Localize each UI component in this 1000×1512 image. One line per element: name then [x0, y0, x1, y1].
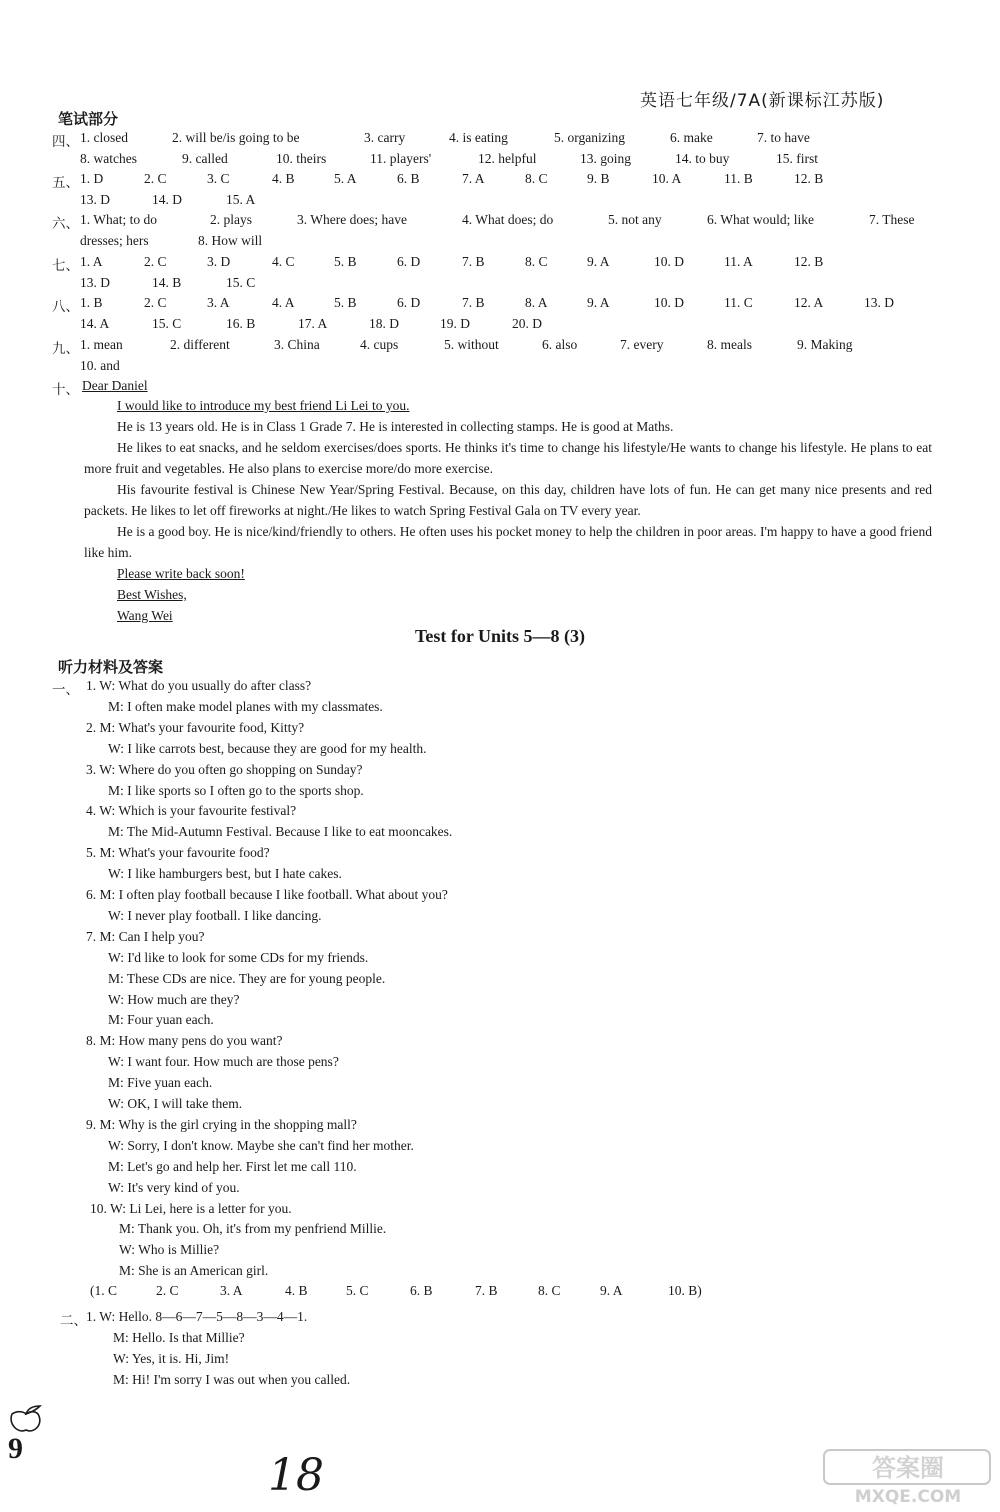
- answer-item: 11. players': [370, 151, 432, 166]
- answer-item: 12. B: [794, 171, 824, 186]
- letter-closing-1: Please write back soon!: [117, 566, 245, 581]
- section-label: 六、: [52, 216, 79, 231]
- section-label: 八、: [52, 299, 79, 314]
- answer-item: 12. B: [794, 254, 824, 269]
- answer-item: 11. C: [724, 295, 753, 310]
- letter-paragraph-4: He is a good boy. He is nice/kind/friendly to others. He often uses his pocket money to help the children in poor areas. I'm happy to have a good friend like him.: [84, 524, 932, 560]
- section-label: 五、: [52, 175, 79, 190]
- answer-item: 10. D: [654, 295, 684, 310]
- answer-item: 1. closed: [80, 130, 128, 145]
- answer-item: 4. C: [272, 254, 295, 269]
- answer-item: 1. D: [80, 171, 104, 186]
- answer-item: 7. These: [869, 212, 915, 227]
- answer-item: 6. make: [670, 130, 713, 145]
- svg-text:答案圈: 答案圈: [872, 1454, 944, 1482]
- answer-item: 5. B: [334, 295, 357, 310]
- dialogue-line: M: These CDs are nice. They are for young people.: [108, 970, 386, 986]
- answer-item: 6. B: [410, 1283, 433, 1298]
- dialogue-line: W: OK, I will take them.: [108, 1096, 243, 1111]
- running-header: 英语七年级/7A(新课标江苏版): [640, 91, 885, 111]
- dialogue-line: M: I often make model planes with my classmates.: [108, 698, 383, 714]
- page-number: 9: [8, 1432, 23, 1465]
- answer-item: 7. to have: [757, 130, 810, 145]
- dialogue-line: M: Four yuan each.: [108, 1012, 214, 1028]
- section-label: 四、: [52, 134, 79, 149]
- answer-item: 8. watches: [80, 151, 137, 166]
- dialogue-line: W: I like carrots best, because they are good for my health.: [108, 740, 427, 756]
- answer-item: 4. What does; do: [462, 212, 554, 227]
- answer-item: 4. is eating: [449, 130, 508, 145]
- section-label: 九、: [52, 341, 79, 356]
- answer-item: 17. A: [298, 316, 328, 331]
- answer-item: 5. B: [334, 254, 357, 269]
- dialogue-line: 4. W: Which is your favourite festival?: [86, 803, 297, 819]
- answer-item: 1. A: [80, 254, 103, 269]
- section-label: 七、: [52, 258, 79, 273]
- section-label: 一、: [52, 682, 79, 697]
- dialogue-line: 6. M: I often play football because I like football. What about you?: [86, 887, 448, 902]
- dialogue-line: 2. M: What's your favourite food, Kitty?: [86, 719, 305, 735]
- answer-item: 13. D: [80, 275, 110, 290]
- answer-item: 2. different: [170, 337, 230, 352]
- answer-item: 11. A: [724, 254, 753, 269]
- letter-paragraph-1: He is 13 years old. He is in Class 1 Grade 7. He is interested in collecting stamps. He is good at Maths.: [117, 419, 674, 434]
- answer-item: 13. going: [580, 151, 632, 166]
- answer-item: 9. called: [182, 151, 228, 166]
- answer-item: 20. D: [512, 316, 542, 331]
- svg-text:MXQE.COM: MXQE.COM: [854, 1487, 962, 1507]
- answer-item: 8. C: [525, 254, 548, 269]
- answer-item: 7. B: [462, 254, 485, 269]
- answer-item: 13. D: [80, 192, 110, 207]
- answer-item: 7. every: [620, 337, 664, 352]
- answer-item: 7. B: [475, 1283, 498, 1298]
- answer-item: 1. What; to do: [80, 212, 157, 227]
- answer-item: 5. not any: [608, 212, 662, 227]
- answer-item: 7. B: [462, 295, 485, 310]
- answer-item: 4. B: [285, 1283, 308, 1298]
- answer-item: 11. B: [724, 171, 753, 186]
- dialogue-line: W: Sorry, I don't know. Maybe she can't find her mother.: [108, 1137, 414, 1153]
- answer-item: 3. A: [220, 1283, 243, 1298]
- answer-item: 2. will be/is going to be: [172, 130, 300, 145]
- answer-item: (1. C: [90, 1283, 117, 1298]
- dialogue-line: 8. M: How many pens do you want?: [86, 1033, 283, 1049]
- answer-item: 15. first: [776, 151, 818, 166]
- handwritten-number: 18: [268, 1450, 324, 1501]
- answer-item: 14. to buy: [675, 151, 730, 166]
- answer-item: 5. A: [334, 171, 357, 186]
- letter-paragraph-2: He likes to eat snacks, and he seldom exercises/does sports. He thinks it's time to change his lifestyle/He wants to change his lifestyle. He plans to eat more fruit and vegetables. He also plans to exercise more/do more exercise.: [84, 440, 932, 476]
- answer-item: 3. A: [207, 295, 230, 310]
- dialogue-line: W: How much are they?: [108, 991, 240, 1007]
- answer-item: 9. A: [587, 295, 610, 310]
- answer-item: 6. D: [397, 295, 421, 310]
- answer-item: 15. C: [226, 275, 256, 290]
- answer-item: 15. C: [152, 316, 182, 331]
- dialogue-line: W: Who is Millie?: [119, 1242, 220, 1258]
- answer-item: 5. C: [346, 1283, 369, 1298]
- answer-item: 2. C: [144, 171, 167, 186]
- dialogue-line: M: She is an American girl.: [119, 1263, 269, 1279]
- answer-item: 5. without: [444, 337, 499, 352]
- answer-item: 10. D: [654, 254, 684, 269]
- dialogue-line: M: The Mid-Autumn Festival. Because I like to eat mooncakes.: [108, 824, 453, 840]
- dialogue-line: 10. W: Li Lei, here is a letter for you.: [90, 1200, 292, 1216]
- dialogue-line: M: Hello. Is that Millie?: [113, 1330, 245, 1345]
- dialogue-line: 7. M: Can I help you?: [86, 928, 205, 944]
- dialogue-line: W: I'd like to look for some CDs for my friends.: [108, 949, 369, 965]
- letter-paragraph-3: His favourite festival is Chinese New Year/Spring Festival. Because, on this day, children have lots of fun. He can get many nice presents and red packets. He likes to let off fireworks at night./He likes to watch Spring Festival Gala on TV every year.: [84, 482, 932, 518]
- answer-item: 3. D: [207, 254, 231, 269]
- answer-item: 18. D: [369, 316, 399, 331]
- dialogue-line: W: It's very kind of you.: [108, 1179, 240, 1195]
- letter-greeting: Dear Daniel: [82, 378, 148, 393]
- dialogue-line: 3. W: Where do you often go shopping on Sunday?: [86, 761, 363, 777]
- answer-item: 16. B: [226, 316, 256, 331]
- dialogue-line: M: Thank you. Oh, it's from my penfriend Millie.: [119, 1221, 387, 1237]
- answer-item: 12. helpful: [478, 151, 537, 166]
- answer-item: 3. China: [274, 337, 320, 352]
- written-section-heading: 笔试部分: [58, 110, 119, 128]
- answer-item: 9. A: [587, 254, 610, 269]
- answer-item: 6. B: [397, 171, 420, 186]
- dialogue-line: 5. M: What's your favourite food?: [86, 845, 270, 861]
- answer-item: 6. D: [397, 254, 421, 269]
- dialogue-line: W: I want four. How much are those pens?: [108, 1054, 339, 1070]
- answer-item: 10. theirs: [276, 151, 327, 166]
- test-title: Test for Units 5—8 (3): [415, 626, 585, 646]
- section-label: 十、: [52, 382, 79, 397]
- answer-item: 10. and: [80, 358, 120, 373]
- answer-item: 12. A: [794, 295, 824, 310]
- answer-item: 4. cups: [360, 337, 399, 352]
- listening-section-heading: 听力材料及答案: [58, 658, 164, 676]
- answer-item: 3. Where does; have: [297, 212, 407, 227]
- answer-item: 2. C: [144, 295, 167, 310]
- answer-item: 9. B: [587, 171, 610, 186]
- answer-item: dresses; hers: [80, 233, 149, 248]
- answer-item: 10. A: [652, 171, 682, 186]
- dialogue-line: M: Hi! I'm sorry I was out when you called.: [113, 1372, 351, 1387]
- answer-item: 7. A: [462, 171, 485, 186]
- answer-item: 2. C: [156, 1283, 179, 1298]
- answer-item: 1. mean: [80, 337, 123, 352]
- answer-item: 6. also: [542, 337, 578, 352]
- answer-item: 8. C: [538, 1283, 561, 1298]
- answer-item: 19. D: [440, 316, 470, 331]
- answer-item: 15. A: [226, 192, 256, 207]
- answer-item: 4. A: [272, 295, 295, 310]
- answer-item: 13. D: [864, 295, 894, 310]
- dialogue-line: 9. M: Why is the girl crying in the shopping mall?: [86, 1116, 357, 1132]
- answer-item: 14. A: [80, 316, 110, 331]
- dialogue-line: M: Let's go and help her. First let me call 110.: [108, 1158, 357, 1174]
- dialogue-line: M: I like sports so I often go to the sports shop.: [108, 782, 364, 798]
- answer-item: 4. B: [272, 171, 295, 186]
- answer-item: 3. C: [207, 171, 230, 186]
- answer-item: 14. B: [152, 275, 182, 290]
- dialogue-line: 1. W: Hello. 8—6—7—5—8—3—4—1.: [86, 1309, 308, 1324]
- answer-item: 8. C: [525, 171, 548, 186]
- answer-item: 9. A: [600, 1283, 623, 1298]
- dialogue-line: M: Five yuan each.: [108, 1075, 213, 1091]
- answer-item: 8. How will: [198, 233, 263, 248]
- answer-item: 10. B): [668, 1283, 702, 1298]
- answer-item: 9. Making: [797, 337, 853, 352]
- letter-closing-2: Best Wishes,: [117, 587, 187, 602]
- answer-item: 8. A: [525, 295, 548, 310]
- answer-item: 3. carry: [364, 130, 406, 145]
- watermark-logo-icon: [820, 1448, 995, 1508]
- letter-intro: I would like to introduce my best friend Li Lei to you.: [117, 398, 410, 413]
- answer-item: 1. B: [80, 295, 103, 310]
- dialogue-line: W: I like hamburgers best, but I hate cakes.: [108, 866, 342, 882]
- letter-signature: Wang Wei: [117, 608, 173, 623]
- section-label: 二、: [60, 1313, 87, 1328]
- answer-item: 2. plays: [210, 212, 252, 227]
- dialogue-line: W: I never play football. I like dancing.: [108, 907, 322, 923]
- answer-item: 14. D: [152, 192, 182, 207]
- answer-item: 2. C: [144, 254, 167, 269]
- answer-item: 6. What would; like: [707, 212, 814, 227]
- dialogue-line: 1. W: What do you usually do after class?: [86, 678, 312, 693]
- answer-item: 5. organizing: [554, 130, 625, 145]
- dialogue-line: W: Yes, it is. Hi, Jim!: [113, 1351, 230, 1366]
- answer-item: 8. meals: [707, 337, 752, 352]
